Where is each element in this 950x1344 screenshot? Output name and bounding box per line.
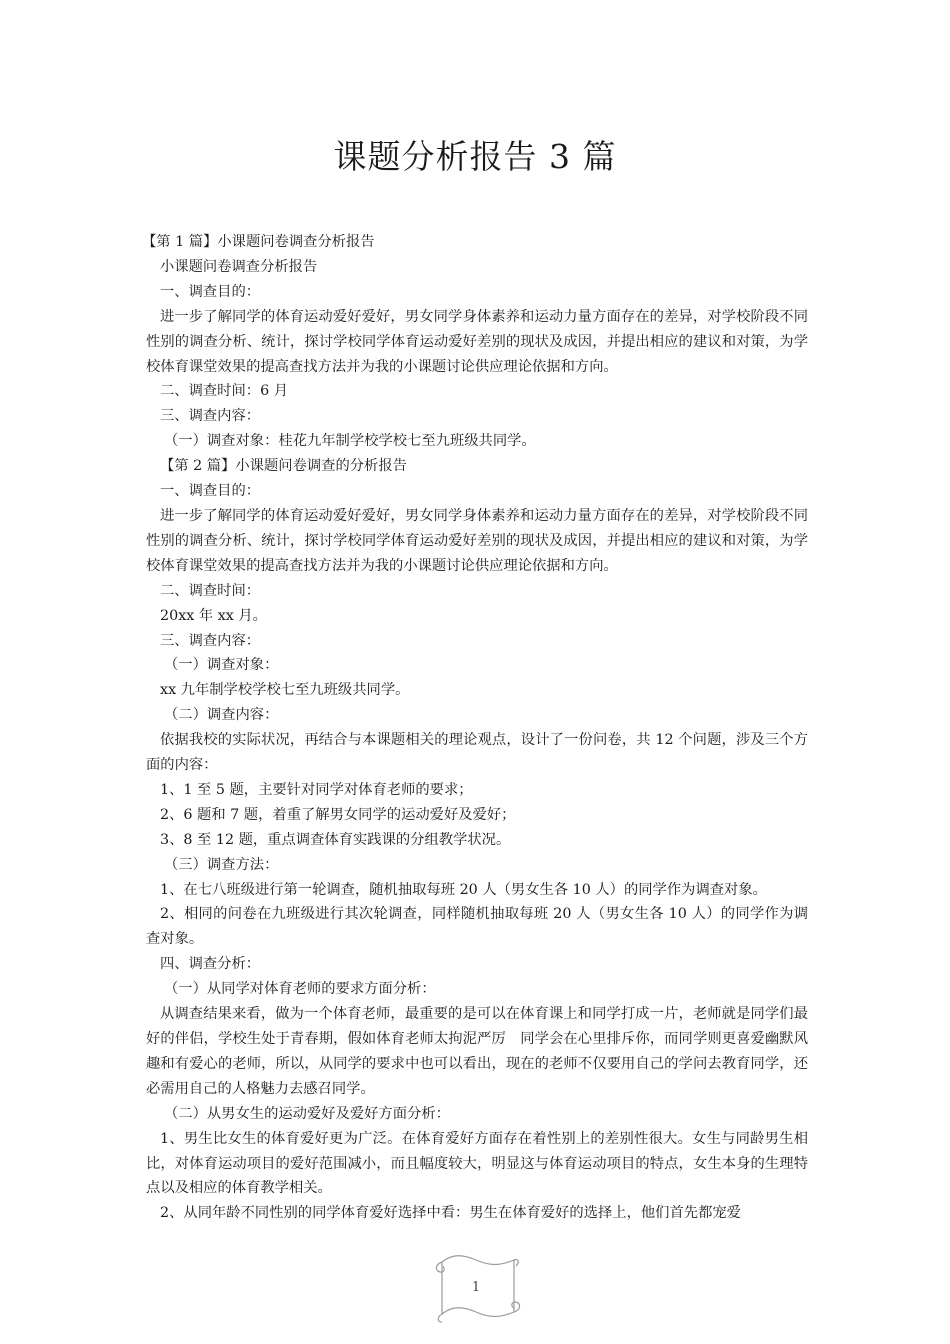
paragraph: 依据我校的实际状况，再结合与本课题相关的理论观点，设计了一份问卷，共 12 个问题，涉及三个方面的内容： <box>146 732 808 774</box>
document-body <box>142 230 808 1226</box>
paragraph: 三、调查内容： <box>160 632 261 649</box>
paragraph: （一）调查对象：桂花九年制学校学校七至九班级共同学。 <box>164 433 536 450</box>
paragraph: 一、调查目的： <box>160 483 261 500</box>
page-footer <box>430 1252 522 1326</box>
paragraph: （一）调查对象： <box>164 657 279 674</box>
paragraph: 进一步了解同学的体育运动爱好爱好，男女同学身体素养和运动力量方面存在的差异，对学校阶段不同性别的调查分析、统计，探讨学校同学体育运动爱好差别的现状及成因，并提出相应的建议和对策，为学校体育课堂效果的提高查找方法并为我的小课题讨论供应理论依据和方向。 <box>146 507 808 574</box>
paragraph: 小课题问卷调查分析报告 <box>160 258 318 275</box>
paragraph: 一、调查目的： <box>160 283 261 300</box>
paragraph: 2、相同的问卷在九班级进行其次轮调查，同样随机抽取每班 20 人（男女生各 10 人）的同学作为调查对象。 <box>146 906 808 948</box>
paragraph: （二）从男女生的运动爱好及爱好方面分析： <box>164 1105 450 1122</box>
paragraph: （一）从同学对体育老师的要求方面分析： <box>164 981 436 998</box>
paragraph: 20xx 年 xx 月。 <box>160 607 267 624</box>
paragraph: 三、调查内容： <box>160 408 261 425</box>
paragraph: 四、调查分析： <box>160 956 261 973</box>
paragraph: 2、从同年龄不同性别的同学体育爱好选择中看：男生在体育爱好的选择上，他们首先都宠爱 <box>160 1205 741 1222</box>
paragraph: （二）调查内容： <box>164 707 279 724</box>
paragraph: xx 九年制学校学校七至九班级共同学。 <box>160 682 410 699</box>
paragraph: 3、8 至 12 题，重点调查体育实践课的分组教学状况。 <box>160 831 511 848</box>
paragraph: 1、在七八班级进行第一轮调查，随机抽取每班 20 人（男女生各 10 人）的同学作为调查对象。 <box>160 881 767 898</box>
page-number: 1 <box>471 1280 481 1295</box>
paragraph: 从调查结果来看，做为一个体育老师，最重要的是可以在体育课上和同学打成一片，老师就是同学们最好的伴侣，学校生处于青春期，假如体育老师太拘泥严厉 同学会在心里排斥你，而同学则更喜爱幽默风趣和有爱心的老师，所以，从同学的要求中也可以看出，现在的老师不仅要用自己的学问去教育同学，还必需用自己的人格魅力去感召同学。 <box>146 1006 808 1097</box>
paragraph: 1、1 至 5 题，主要针对同学对体育老师的要求； <box>160 781 473 798</box>
paragraph: 【第 1 篇】小课题问卷调查分析报告 <box>142 234 375 250</box>
paragraph: 2、6 题和 7 题，着重了解男女同学的运动爱好及爱好； <box>160 806 516 823</box>
paragraph: 1、男生比女生的体育爱好更为广泛。在体育爱好方面存在着性别上的差别性很大。女生与同龄男生相比，对体育运动项目的爱好范围减小，而且幅度较大，明显这与体育运动项目的特点，女生本身的生理特点以及相应的体育教学相关。 <box>146 1130 808 1197</box>
paragraph: （三）调查方法： <box>164 856 279 873</box>
paragraph: 二、调查时间：6 月 <box>160 383 289 400</box>
paragraph: 进一步了解同学的体育运动爱好爱好，男女同学身体素养和运动力量方面存在的差异，对学校阶段不同性别的调查分析、统计，探讨学校同学体育运动爱好差别的现状及成因，并提出相应的建议和对策，为学校体育课堂效果的提高查找方法并为我的小课题讨论供应理论依据和方向。 <box>146 308 808 375</box>
document-title: 课题分析报告 3 篇 <box>333 137 617 176</box>
paragraph: 二、调查时间： <box>160 582 261 599</box>
paragraph: 【第 2 篇】小课题问卷调查的分析报告 <box>160 458 407 475</box>
